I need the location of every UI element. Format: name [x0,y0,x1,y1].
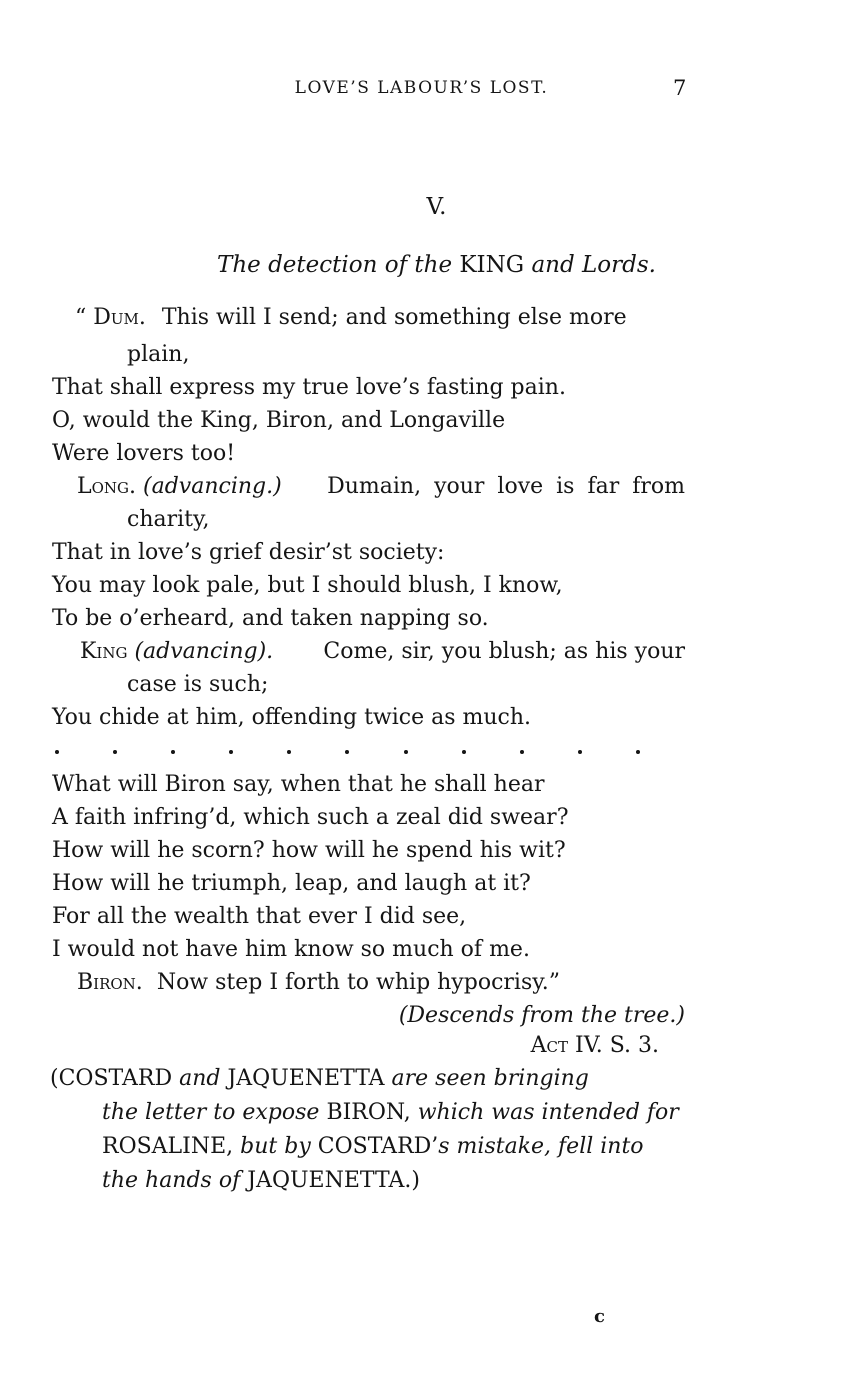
note-jaquenetta: JAQUENETTA [227,1066,385,1091]
verse-line: You may look pale, but I should blush, I know, [52,573,563,598]
speaker-dum: “ Dum. [75,305,146,330]
note-costard: COSTARD’ [317,1134,439,1159]
ellipsis-dot [404,750,408,754]
scene-title [0,252,843,278]
scene-title-part3: and Lords. [524,252,656,278]
note-text: are seen bringing [384,1066,589,1091]
verse-line: A faith infring’d, which such a zeal did swear? [52,805,569,830]
ellipsis-dot [520,750,524,754]
note-line [102,1168,420,1193]
note-text: the hands of [102,1168,248,1193]
verse-line: How will he scorn? how will he spend his wit? [52,838,566,863]
verse-line-cont: case is such; [127,672,269,697]
ellipsis-dot [345,750,349,754]
verse-line: You chide at him, offending twice as much. [52,705,532,730]
note-rosaline: ROSALINE, [102,1134,234,1159]
ellipsis-row [55,750,640,754]
note-text: s mistake, fell into [438,1134,644,1159]
verse-line-biron [77,966,560,999]
verse-line-long [77,470,685,503]
note-line [50,1066,589,1091]
ellipsis-dot [55,750,59,754]
act-scene-citation: Act IV. S. 3. [530,1033,659,1058]
ellipsis-dot [578,750,582,754]
verse-line-cont: plain, [127,342,190,367]
verse-line-dum [75,305,685,330]
verse-line: What will Biron say, when that he shall hear [52,772,545,797]
note-text: the letter to expose [102,1100,327,1125]
note-line [102,1134,644,1159]
note-line [102,1100,679,1125]
signature-mark: c [594,1306,605,1327]
verse-line: For all the wealth that ever I did see, [52,904,467,929]
note-biron: BIRON, [326,1100,411,1125]
note-text: and [172,1066,228,1091]
ellipsis-dot [229,750,233,754]
ellipsis-dot [113,750,117,754]
verse-line-king [80,635,685,668]
king-line-text: Come, sir, you blush; as his your [323,639,685,664]
running-title: LOVE’S LABOUR’S LOST. [294,78,549,98]
note-jaquenetta: JAQUENETTA.) [247,1168,420,1193]
stage-advancing: (advancing.) [143,474,282,499]
speaker-biron: Biron. [77,970,143,995]
stage-direction: (Descends from the tree.) [398,1003,685,1028]
ellipsis-dot [287,750,291,754]
note-costard: (COSTARD [50,1066,173,1091]
note-text: which was intended for [410,1100,679,1125]
verse-line: I would not have him know so much of me. [52,937,530,962]
ellipsis-dot [636,750,640,754]
ellipsis-dot [171,750,175,754]
verse-line: Were lovers too! [52,441,236,466]
verse-line: How will he triumph, leap, and laugh at it? [52,871,531,896]
section-number: V. [426,194,447,220]
verse-line: That in love’s grief desir’st society: [52,540,445,565]
speaker-king: King [80,639,128,664]
ellipsis-dot [462,750,466,754]
scene-title-part1: The detection of the [217,252,460,278]
dum-line-text: This will I send; and something else more [161,305,627,330]
long-line-text: Dumain, your love is far from [327,474,685,499]
verse-line-cont: charity, [127,507,210,532]
stage-advancing: (advancing). [134,639,274,664]
verse-line: That shall express my true love’s fasting pain. [52,375,566,400]
speaker-long: Long. [77,474,137,499]
scene-title-part2: KING [459,252,525,278]
note-text: but by [233,1134,318,1159]
biron-line-text: Now step I forth to whip hypocrisy.” [156,970,560,995]
verse-line: To be o’erheard, and taken napping so. [52,606,489,631]
verse-line: O, would the King, Biron, and Longaville [52,408,506,433]
page-number: 7 [673,76,687,100]
